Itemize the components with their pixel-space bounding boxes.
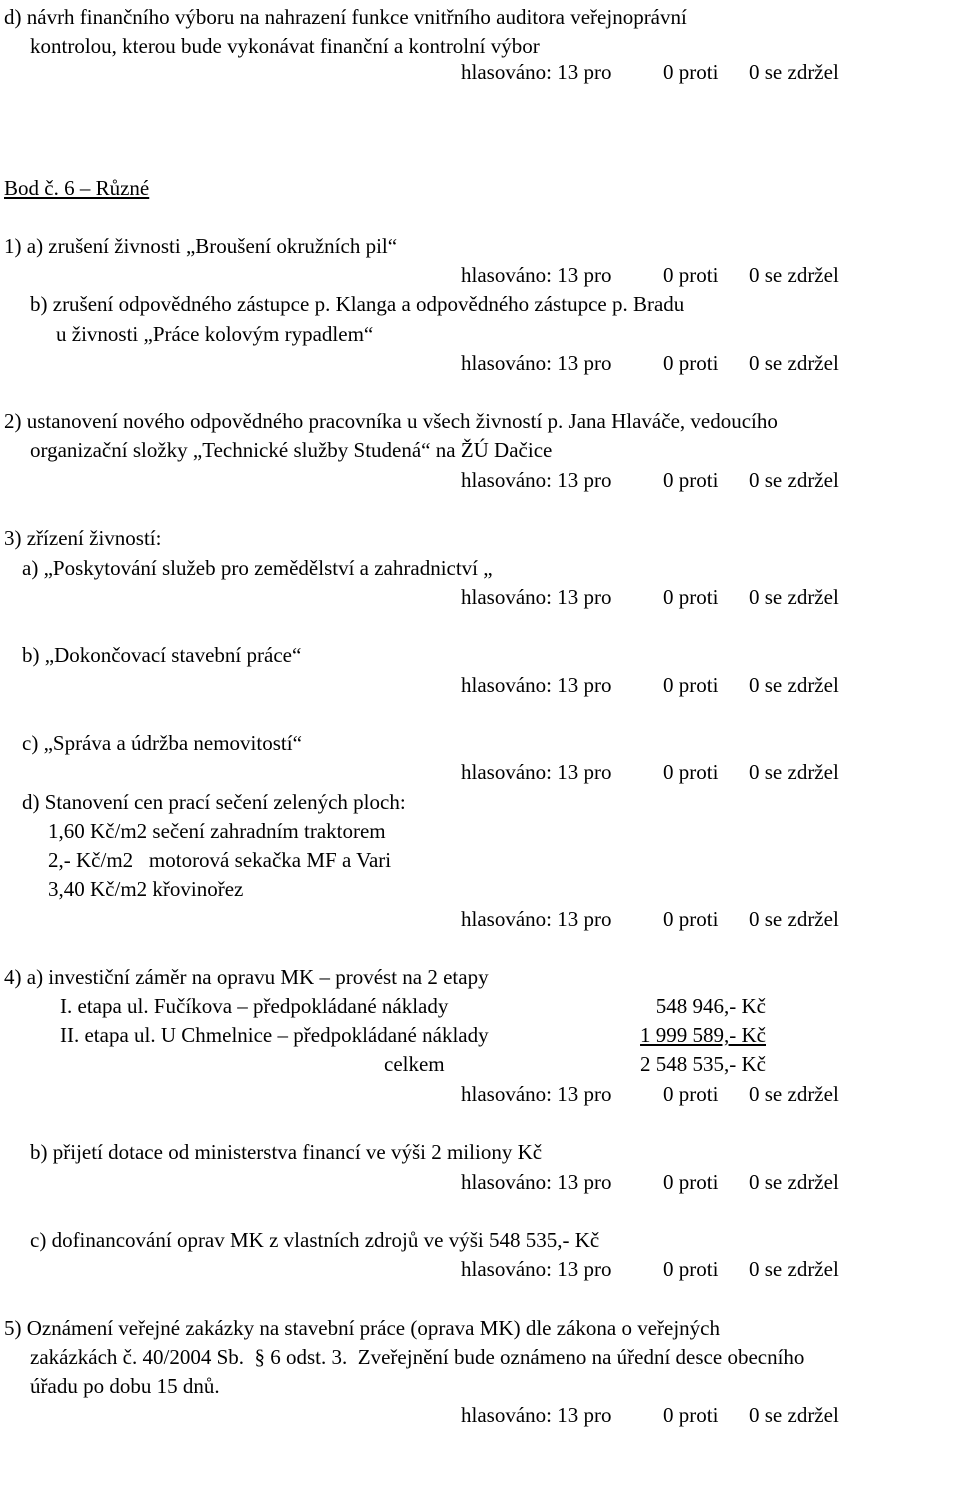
item-3d: d) Stanovení cen prací sečení zelených ploch: — [22, 790, 406, 814]
vote-against: 0 proti — [663, 1403, 719, 1427]
vote-against: 0 proti — [663, 263, 719, 287]
stage-1-label: I. etapa ul. Fučíkova – předpokládané náklady — [60, 994, 449, 1018]
vote-abstain: 0 se zdržel — [749, 60, 839, 84]
item-5-line-3: úřadu po dobu 15 dnů. — [30, 1374, 220, 1398]
vote-result — [461, 59, 839, 163]
vote-result — [461, 1402, 839, 1506]
vote-against: 0 proti — [663, 60, 719, 84]
price-line-3: 3,40 Kč/m2 křovinořez — [48, 877, 244, 901]
vote-against: 0 proti — [663, 1170, 719, 1194]
price-line-1: 1,60 Kč/m2 sečení zahradním traktorem — [48, 819, 386, 843]
item-2-line-1: 2) ustanovení nového odpovědného pracovníka u všech živností p. Jana Hlaváče, vedoucího — [4, 409, 778, 433]
stage-2-cost-value: 1 999 589,- Kč — [640, 1023, 766, 1047]
stage-2-label: II. etapa ul. U Chmelnice – předpokládané náklady — [60, 1023, 489, 1047]
item-4a: 4) a) investiční záměr na opravu MK – provést na 2 etapy — [4, 965, 489, 989]
item-2-line-2: organizační složky „Technické služby Studená“ na ŽÚ Dačice — [30, 438, 553, 462]
vote-for: hlasováno: 13 pro — [461, 907, 612, 931]
item-3b: b) „Dokončovací stavební práce“ — [22, 643, 302, 667]
item-4c: c) dofinancování oprav MK z vlastních zdrojů ve výši 548 535,- Kč — [30, 1228, 600, 1252]
vote-abstain: 0 se zdržel — [749, 1082, 839, 1106]
vote-against: 0 proti — [663, 1257, 719, 1281]
vote-abstain: 0 se zdržel — [749, 1403, 839, 1427]
vote-against: 0 proti — [663, 760, 719, 784]
vote-for: hlasováno: 13 pro — [461, 1403, 612, 1427]
vote-for: hlasováno: 13 pro — [461, 351, 612, 375]
vote-abstain: 0 se zdržel — [749, 1170, 839, 1194]
vote-for: hlasováno: 13 pro — [461, 60, 612, 84]
vote-for: hlasováno: 13 pro — [461, 760, 612, 784]
vote-for: hlasováno: 13 pro — [461, 1170, 612, 1194]
vote-abstain: 0 se zdržel — [749, 351, 839, 375]
vote-for: hlasováno: 13 pro — [461, 468, 612, 492]
vote-abstain: 0 se zdržel — [749, 673, 839, 697]
item-3c: c) „Správa a údržba nemovitostí“ — [22, 731, 302, 755]
intro-line-1: d) návrh finančního výboru na nahrazení funkce vnitřního auditora veřejnoprávní — [4, 5, 687, 29]
vote-for: hlasováno: 13 pro — [461, 1082, 612, 1106]
vote-against: 0 proti — [663, 585, 719, 609]
vote-abstain: 0 se zdržel — [749, 907, 839, 931]
vote-result — [461, 759, 839, 863]
intro-line-2: kontrolou, kterou bude vykonávat finanční a kontrolní výbor — [30, 34, 540, 58]
stage-1-cost: 548 946,- Kč — [655, 994, 766, 1018]
vote-against: 0 proti — [663, 468, 719, 492]
vote-abstain: 0 se zdržel — [749, 585, 839, 609]
item-5-line-1: 5) Oznámení veřejné zakázky na stavební práce (oprava MK) dle zákona o veřejných — [4, 1316, 720, 1340]
stage-2-cost — [526, 1022, 766, 1048]
vote-against: 0 proti — [663, 1082, 719, 1106]
item-1b-line-1: b) zrušení odpovědného zástupce p. Klanga a odpovědného zástupce p. Bradu — [30, 292, 685, 316]
vote-against: 0 proti — [663, 351, 719, 375]
vote-abstain: 0 se zdržel — [749, 760, 839, 784]
vote-for: hlasováno: 13 pro — [461, 673, 612, 697]
item-1a: 1) a) zrušení živnosti „Broušení okružních pil“ — [4, 234, 398, 258]
vote-for: hlasováno: 13 pro — [461, 263, 612, 287]
item-5-line-2: zakázkách č. 40/2004 Sb. § 6 odst. 3. Zveřejnění bude oznámeno na úřední desce obecního — [30, 1345, 805, 1369]
vote-for: hlasováno: 13 pro — [461, 585, 612, 609]
vote-abstain: 0 se zdržel — [749, 1257, 839, 1281]
vote-against: 0 proti — [663, 907, 719, 931]
vote-for: hlasováno: 13 pro — [461, 1257, 612, 1281]
vote-abstain: 0 se zdržel — [749, 468, 839, 492]
item-4b: b) přijetí dotace od ministerstva financí ve výši 2 miliony Kč — [30, 1140, 543, 1164]
total-cost: 2 548 535,- Kč — [640, 1052, 766, 1076]
vote-abstain: 0 se zdržel — [749, 263, 839, 287]
item-1b-line-2: u živnosti „Práce kolovým rypadlem“ — [56, 322, 374, 346]
total-label: celkem — [384, 1052, 445, 1076]
item-3a: a) „Poskytování služeb pro zemědělství a zahradnictví „ — [22, 556, 493, 580]
vote-against: 0 proti — [663, 673, 719, 697]
section-heading: Bod č. 6 – Různé — [4, 176, 150, 200]
price-line-2: 2,- Kč/m2 motorová sekačka MF a Vari — [48, 848, 392, 872]
item-3: 3) zřízení živností: — [4, 526, 162, 550]
